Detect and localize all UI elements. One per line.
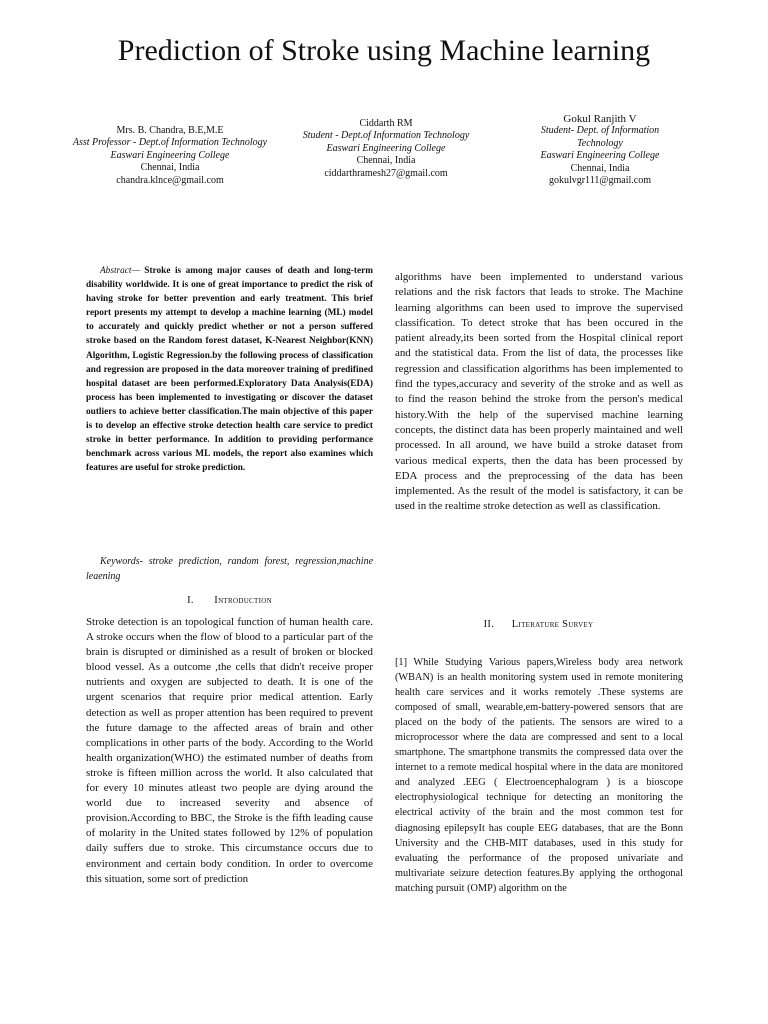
author-org: Easwari Engineering College	[110, 149, 230, 161]
author-name: Ciddarth RM	[359, 118, 413, 129]
author-role: Student - Dept.of Information Technology	[302, 130, 470, 142]
section-number: II.	[483, 619, 495, 630]
abstract	[86, 264, 373, 475]
author-name: Mrs. B. Chandra, B.E,M.E	[116, 125, 224, 136]
section-heading-introduction	[86, 595, 373, 606]
keywords	[86, 554, 373, 584]
section-title: Introduction	[214, 595, 272, 606]
author-city: Chennai, India	[356, 155, 416, 167]
author-block-1	[70, 125, 270, 187]
author-city: Chennai, India	[140, 162, 200, 174]
introduction-paragraph: Stroke detection is an topological function of human health care. A stroke occurs when the flow of blood to a particular part of the brain is disrupted or diminished as a result of broken or blocked blood vessel. As a outcome ,the cells that didn't receive proper nutrients and oxygen are subjected to death. It is one of the urgent scenarios that require prior medical attention. Early detection as well as proper attention has been required to prevent the future damage to the affected areas of brain and other complications in other parts of the body. According to the World health organization(WHO) the estimated number of deaths from stroke is fifteen million across the world. It also calculated that for every 10 minutes atleast two people are dying around the world due to increased severity and absence of provision.According to BBC, the Stroke is the fifth leading cause of molarity in the United states followed by 12% of population daily suffers due to stroke. This circumstance occurs due to environment and certain body condition. In order to overcome this situation, some sort of prediction	[86, 616, 373, 885]
section-title: Literature Survey	[511, 619, 594, 630]
abstract-text: Stroke is among major causes of death and long-term disability worldwide. It is one of great importance to predict the risk of having stroke for better prevention and early treatment. This brief report presents my attempt to develop a machine learning (ML) model to accurately and quickly predict whether or not a person suffered stroke based on the Random forest dataset, K-Nearest Neighbor(KNN) Algorithm, Logistic Regression.by the following process of classification and regression are proposed in the data moreover training of predifined hospital dataset are been performed.Exploratory Data Analysis(EDA) process has been implemented to investigating or discover the dataset outliers to achieve better classification.The main objective of this paper is to develop an effective stroke detection health care service to predict stroke in better performance. In addition to providing performance benchmark across various ML models, the report also examines which features are useful for stroke prediction.	[86, 266, 373, 474]
author-role: Asst Professor - Dept.of Information Technology	[72, 137, 268, 149]
author-email: chandra.klnce@gmail.com	[116, 174, 224, 186]
author-email: ciddarthramesh27@gmail.com	[324, 167, 448, 179]
author-block-3	[520, 113, 680, 187]
author-name: Gokul Ranjith V	[563, 113, 637, 125]
section-number: I.	[187, 595, 194, 606]
keywords-text: stroke prediction, random forest, regression,machine leaening	[86, 556, 374, 582]
section-heading-literature-survey	[395, 619, 682, 630]
author-org: Easwari Engineering College	[540, 150, 660, 162]
author-role: Student- Dept. of Information Technology	[540, 125, 660, 149]
keywords-label: Keywords-	[100, 556, 143, 567]
right-column-paragraph: algorithms have been implemented to understand various relations and the risk factors that leads to stroke. The Machine learning algorithms can been used to improve the supervised classification. To detect stroke that has been occured in the patient already,its been sorted from the Hospital clinical report and the statistical data. From the list of data, the processes like regression and classification algorithms has been implemented to find the types,accuracy and severity of the stroke and as well as to find the reason behind the stroke from the person's medical history.With the help of the supervised machine learning concepts, the distinct data has been properly maintained and well processed. In all around, we have build a stroke dataset from various medical experts, then the data has been processed by EDA process and the preprocessing of the data has been implemented. As the result of the model is satisfactory, it can be used in the realtime stroke detection as well as classification.	[395, 271, 683, 513]
paper-title: Prediction of Stroke using Machine learning	[117, 34, 651, 67]
author-block-2	[290, 118, 482, 180]
abstract-label: Abstract—	[100, 266, 140, 276]
author-city: Chennai, India	[570, 162, 630, 174]
literature-survey-paragraph: [1] While Studying Various papers,Wireless body area network (WBAN) is an health monitoring system used in remote monitering health care services and it works remotely .These systems are composed of small, wearable,em-battery-powered sensors that are placed on the body of the patients. The sensors are wired to a microprocessor where the data are compressed and sent to a local smartphone. The smartphone transmits the compressed data over the internet to a remote medical hospital where in the data are monitored and analyzed .EEG ( Electroencephalogram ) is a bioscope electrophysiological technique for detecting an monitoring the electrical activity of the brain and the most common test for diagnosing epilepsyIt has couple EEG databases, that are the Bonn University and the CHB-MIT databases, used in this study for evaluating the performance of the proposed univariate and multivariate seizure detection features.By applying the orthogonal matching pursuit (OMP) algorithm on the	[395, 657, 683, 894]
author-org: Easwari Engineering College	[326, 142, 446, 154]
author-email: gokulvgr111@gmail.com	[548, 175, 652, 187]
